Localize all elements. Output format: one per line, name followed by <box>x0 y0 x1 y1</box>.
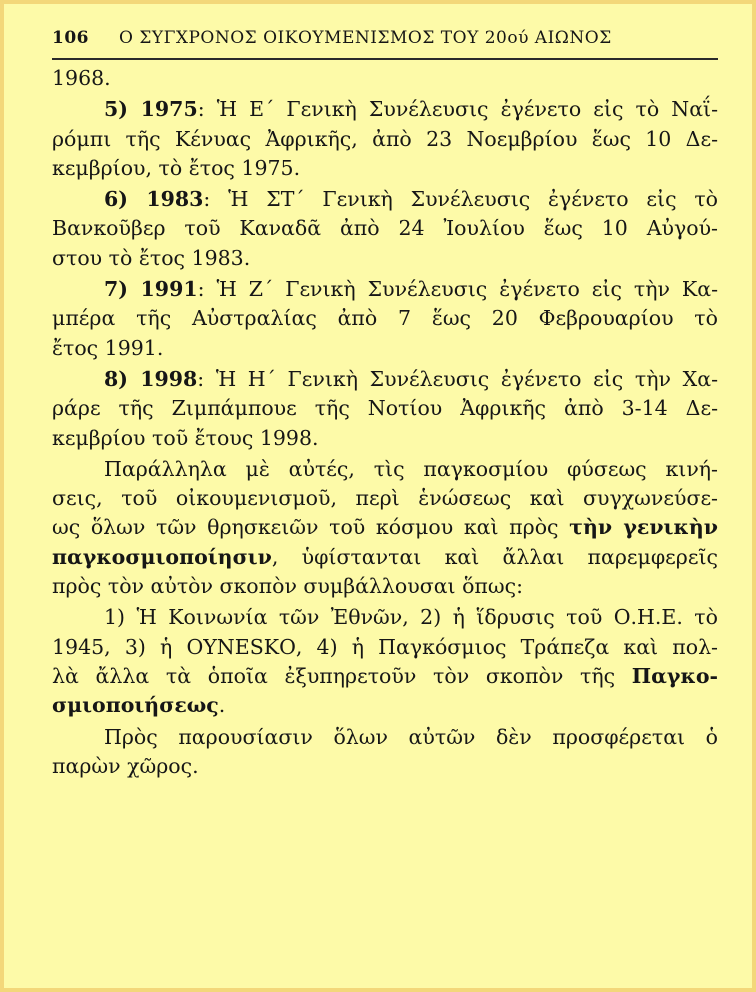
paragraph <box>52 185 718 273</box>
text-run: : Ἡ Ε΄ Γενικὴ Συνέλευσις ἐγένετο εἰς τὸ Ναΐ- <box>197 97 718 122</box>
text-line <box>52 455 718 484</box>
text-run: Βανκοῦβερ τοῦ Καναδᾶ ἀπὸ 24 Ἰουλίου ἕως 10 Αὐγού- <box>52 216 718 241</box>
text-line <box>52 64 718 93</box>
text-line <box>52 424 718 453</box>
text-line <box>52 572 718 601</box>
text-line <box>52 723 718 752</box>
bold-run: σμιοποιήσεως <box>52 693 219 718</box>
bold-run: παγκοσμιοποίησιν <box>52 544 272 569</box>
text-line <box>52 691 718 720</box>
text-run: , ὑφίστανται καὶ ἄλλαι παρεμφερεῖς <box>271 544 718 569</box>
body-text <box>52 64 718 781</box>
text-run: κεμβρίου, τὸ ἔτος 1975. <box>52 155 301 180</box>
text-line <box>52 662 718 691</box>
text-line <box>52 603 718 632</box>
text-run: μπέρα τῆς Αὐστραλίας ἀπὸ 7 ἕως 20 Φεβρουαρίου τὸ <box>52 306 718 331</box>
text-line <box>52 185 718 214</box>
text-line <box>52 633 718 662</box>
paragraph <box>52 455 718 601</box>
text-line <box>52 304 718 333</box>
text-line <box>52 275 718 304</box>
text-run: Πρὸς παρουσίασιν ὅλων αὐτῶν δὲν προσφέρεται ὁ <box>104 724 718 749</box>
bold-run: τὴν γενικὴν <box>569 515 718 540</box>
text-run: ράρε τῆς Ζιμπάμπουε τῆς Νοτίου Ἀφρικῆς ἀπὸ 3-14 Δε- <box>52 396 718 421</box>
bold-run: 6) 1983 <box>104 187 204 212</box>
text-run: ἔτος 1991. <box>52 335 164 360</box>
text-run: 1968. <box>52 66 111 90</box>
paragraph <box>52 603 718 720</box>
text-line <box>52 154 718 183</box>
bold-run: 5) 1975 <box>104 97 198 122</box>
paragraph <box>52 365 718 453</box>
paragraph <box>52 723 718 782</box>
text-line <box>52 95 718 124</box>
text-run: . <box>218 693 226 718</box>
text-line <box>52 334 718 363</box>
text-run: πρὸς τὸν αὐτὸν σκοπὸν συμβάλλουσαι ὅπως: <box>52 574 524 599</box>
text-run: παρὼν χῶρος. <box>52 753 199 778</box>
text-run: ως ὅλων τῶν θρησκειῶν τοῦ κόσμου καὶ πρὸς <box>52 515 570 540</box>
text-run: κεμβρίου τοῦ ἔτους 1998. <box>52 425 319 450</box>
text-run: λὰ ἄλλα τὰ ὁποῖα ἐξυπηρετοῦν τὸν σκοπὸν τῆς <box>52 663 632 688</box>
bold-run: 7) 1991 <box>104 277 198 302</box>
text-line <box>52 513 718 542</box>
text-run: ρόμπι τῆς Κένυας Ἀφρικῆς, ἀπὸ 23 Νοεμβρίου ἕως 10 Δε- <box>52 126 718 151</box>
bold-run: Παγκο- <box>631 663 718 688</box>
text-run: : Ἡ Η΄ Γενικὴ Συνέλευσις ἐγένετο εἰς τὴν Χα- <box>197 366 718 391</box>
text-line <box>52 394 718 423</box>
header-rule <box>52 58 718 60</box>
text-line <box>52 365 718 394</box>
text-run: : Ἡ ΣΤ΄ Γενικὴ Συνέλευσις ἐγένετο εἰς τὸ <box>203 187 719 212</box>
text-line <box>52 752 718 781</box>
running-title: Ο ΣΥΓΧΡΟΝΟΣ ΟΙΚΟΥΜΕΝΙΣΜΟΣ ΤΟΥ 20ού ΑΙΩΝΟΣ <box>119 28 612 48</box>
text-run: σεις, τοῦ οἰκουμενισμοῦ, περὶ ἑνώσεως καὶ συγχωνεύσε- <box>52 486 718 511</box>
text-run: : Ἡ Ζ΄ Γενικὴ Συνέλευσις ἐγένετο εἰς τὴν Κα- <box>197 277 719 302</box>
running-header <box>52 22 718 54</box>
bold-run: 8) 1998 <box>104 366 198 391</box>
text-run: Παράλληλα μὲ αὐτές, τὶς παγκοσμίου φύσεως κινή- <box>104 456 718 481</box>
text-run: 1) Ἡ Κοινωνία τῶν Ἐθνῶν, 2) ἡ ἵδρυσις τοῦ Ο.Η.Ε. τὸ <box>104 605 718 630</box>
text-line <box>52 543 718 572</box>
paragraph <box>52 95 718 183</box>
text-run: 1945, 3) ἡ ΟΥΝΕSΚΟ, 4) ἡ Παγκόσμιος Τράπεζα καὶ πολ- <box>52 634 718 659</box>
book-page <box>52 22 718 781</box>
text-run: στου τὸ ἔτος 1983. <box>52 245 251 270</box>
text-line <box>52 244 718 273</box>
paragraph <box>52 275 718 363</box>
text-line <box>52 484 718 513</box>
paragraph <box>52 64 718 93</box>
text-line <box>52 125 718 154</box>
page-number: 106 <box>52 28 89 48</box>
text-line <box>52 214 718 243</box>
